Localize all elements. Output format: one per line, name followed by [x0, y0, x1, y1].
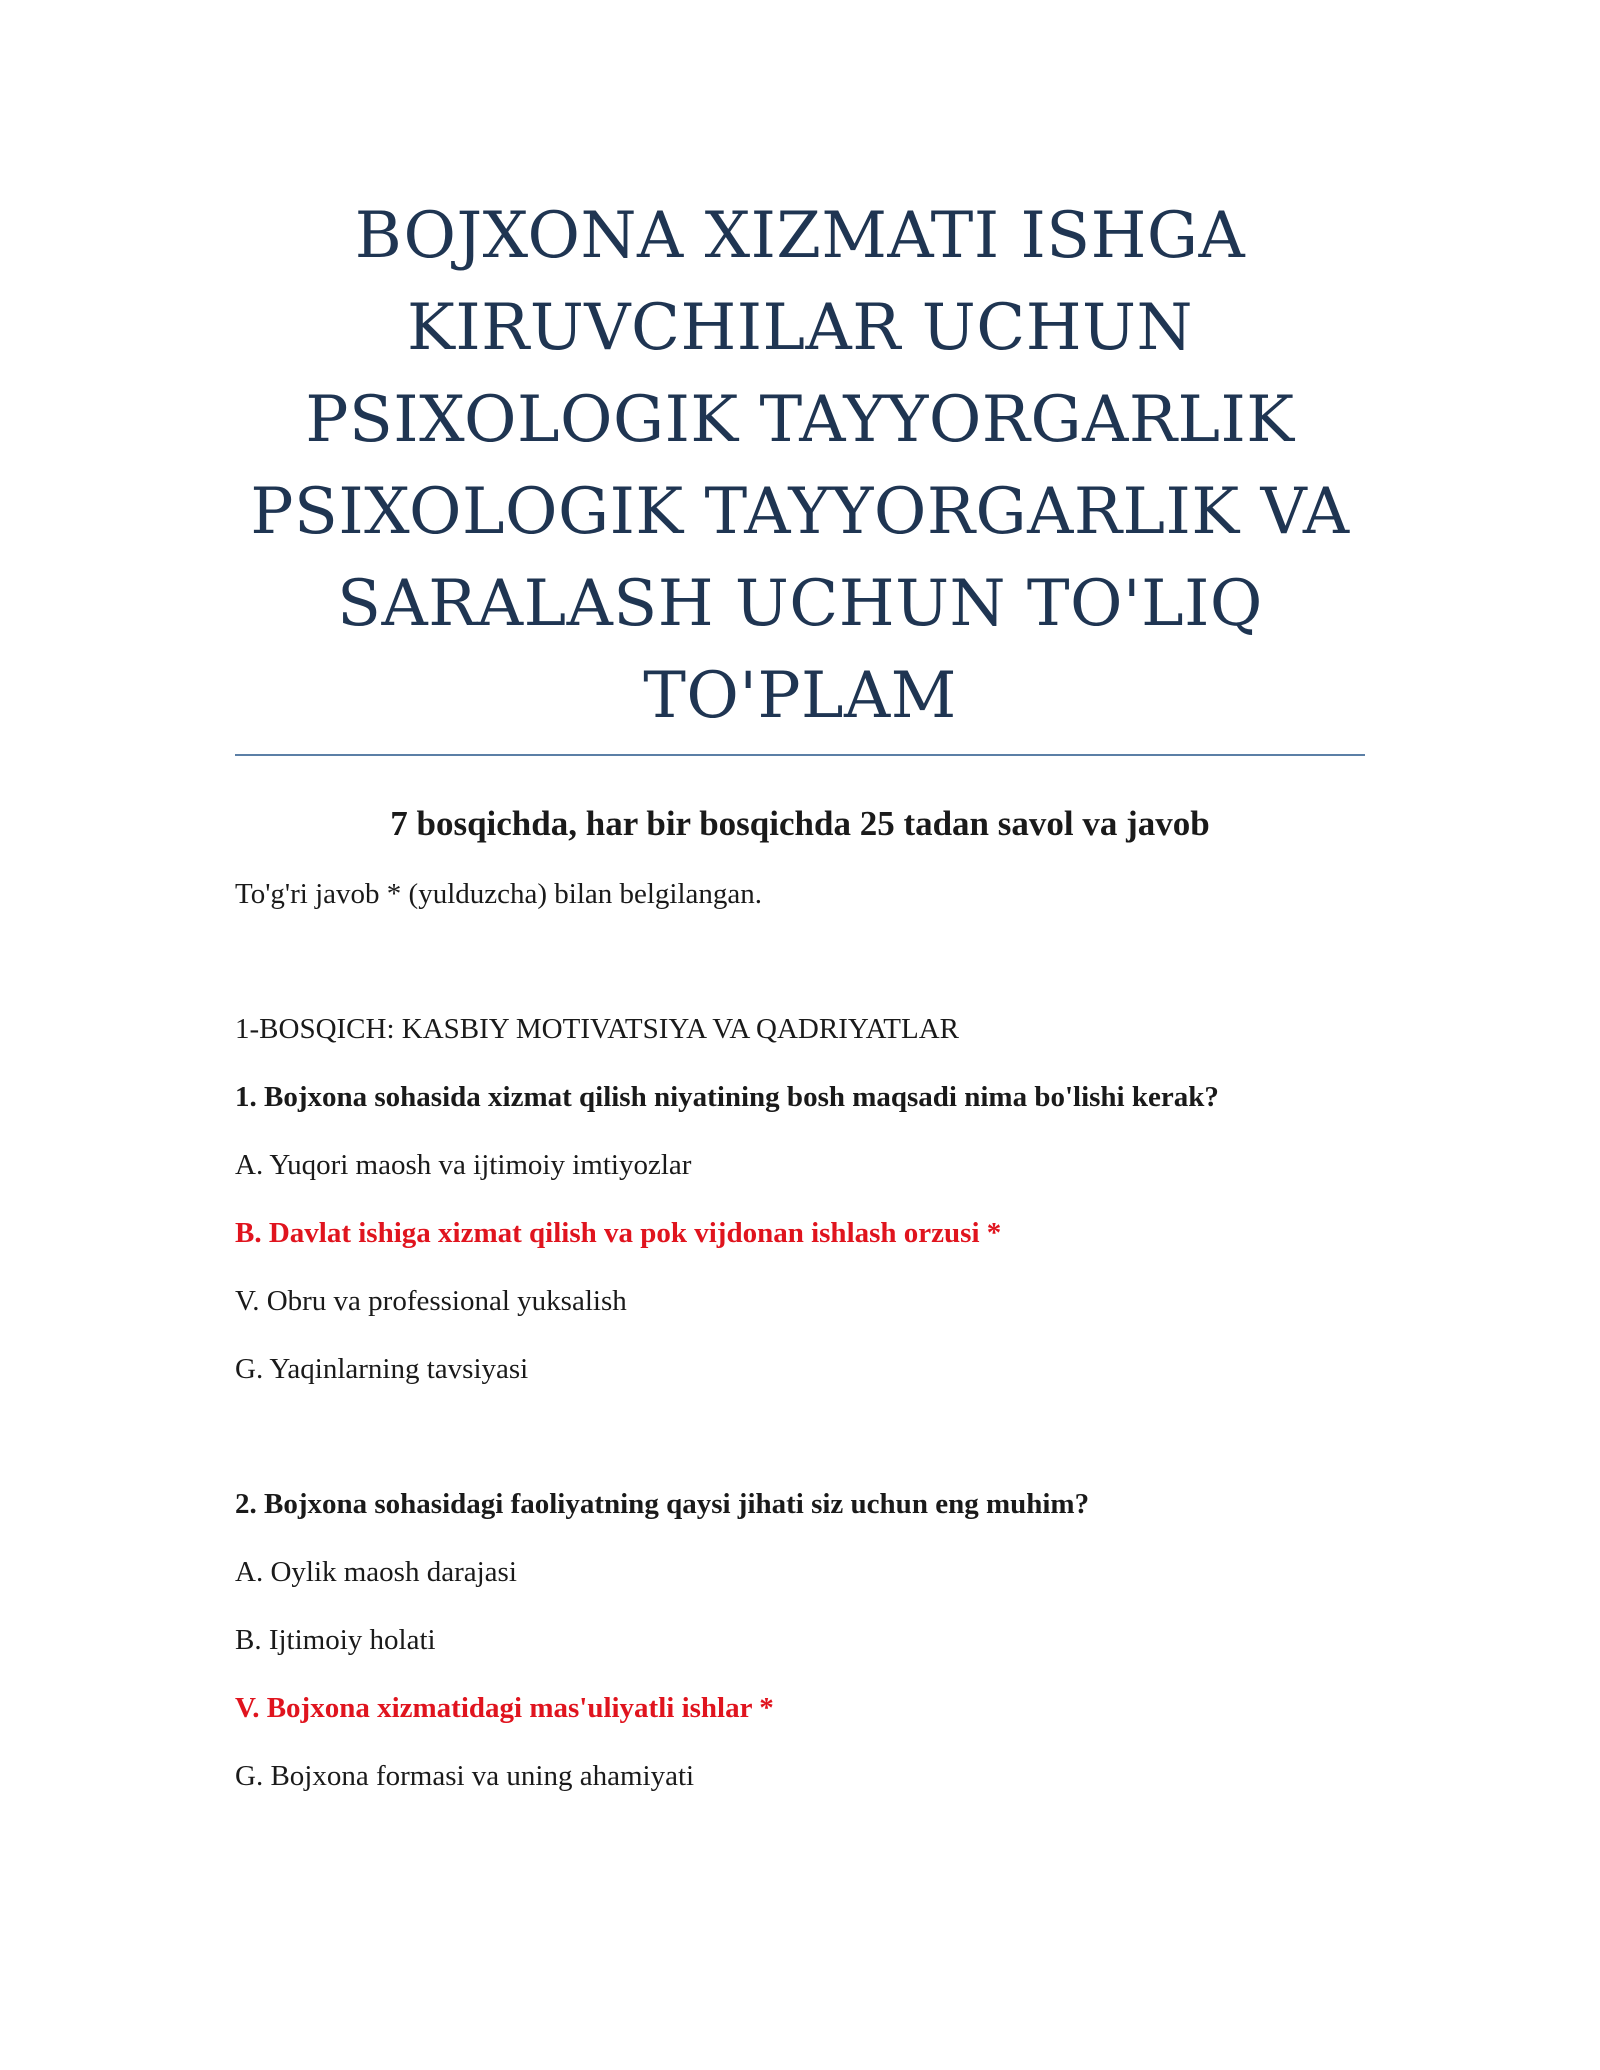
- title-line: PSIXOLOGIK TAYYORGARLIK VA: [250, 475, 1350, 549]
- question-text: 2. Bojxona sohasidagi faoliyatning qaysi jihati siz uchun eng muhim?: [235, 1488, 1090, 1520]
- title-divider: [235, 754, 1365, 756]
- title-line: TO'PLAM: [643, 659, 957, 733]
- answer-option: B. Ijtimoiy holati: [235, 1624, 436, 1656]
- title-line: SARALASH UCHUN TO'LIQ: [337, 567, 1263, 641]
- section-heading: 1-BOSQICH: KASBIY MOTIVATSIYA VA QADRIYATLAR: [235, 1013, 960, 1045]
- title-line: PSIXOLOGIK TAYYORGARLIK: [305, 383, 1295, 457]
- answer-option: G. Yaqinlarning tavsiyasi: [235, 1353, 529, 1385]
- correct-answer-option: B. Davlat ishiga xizmat qilish va pok vijdonan ishlash orzusi *: [235, 1217, 1002, 1249]
- answer-option: V. Obru va professional yuksalish: [235, 1285, 627, 1317]
- question-block: [235, 1484, 1365, 1796]
- document-subtitle: 7 bosqichda, har bir bosqichda 25 tadan savol va javob: [390, 804, 1210, 843]
- question-text: 1. Bojxona sohasida xizmat qilish niyatining bosh maqsadi nima bo'lishi kerak?: [235, 1081, 1219, 1113]
- answer-option: A. Yuqori maosh va ijtimoiy imtiyozlar: [235, 1149, 692, 1181]
- question-block: [235, 1077, 1365, 1389]
- document-title: [235, 190, 1365, 742]
- correct-answer-option: V. Bojxona xizmatidagi mas'uliyatli ishlar *: [235, 1692, 774, 1724]
- title-line: BOJXONA XIZMATI ISHGA: [354, 199, 1246, 273]
- document-page: [235, 190, 1365, 1796]
- answer-key-note: To'g'ri javob * (yulduzcha) bilan belgilangan.: [235, 878, 763, 910]
- title-line: KIRUVCHILAR UCHUN: [407, 291, 1193, 365]
- answer-option: A. Oylik maosh darajasi: [235, 1556, 517, 1588]
- answer-option: G. Bojxona formasi va uning ahamiyati: [235, 1760, 695, 1792]
